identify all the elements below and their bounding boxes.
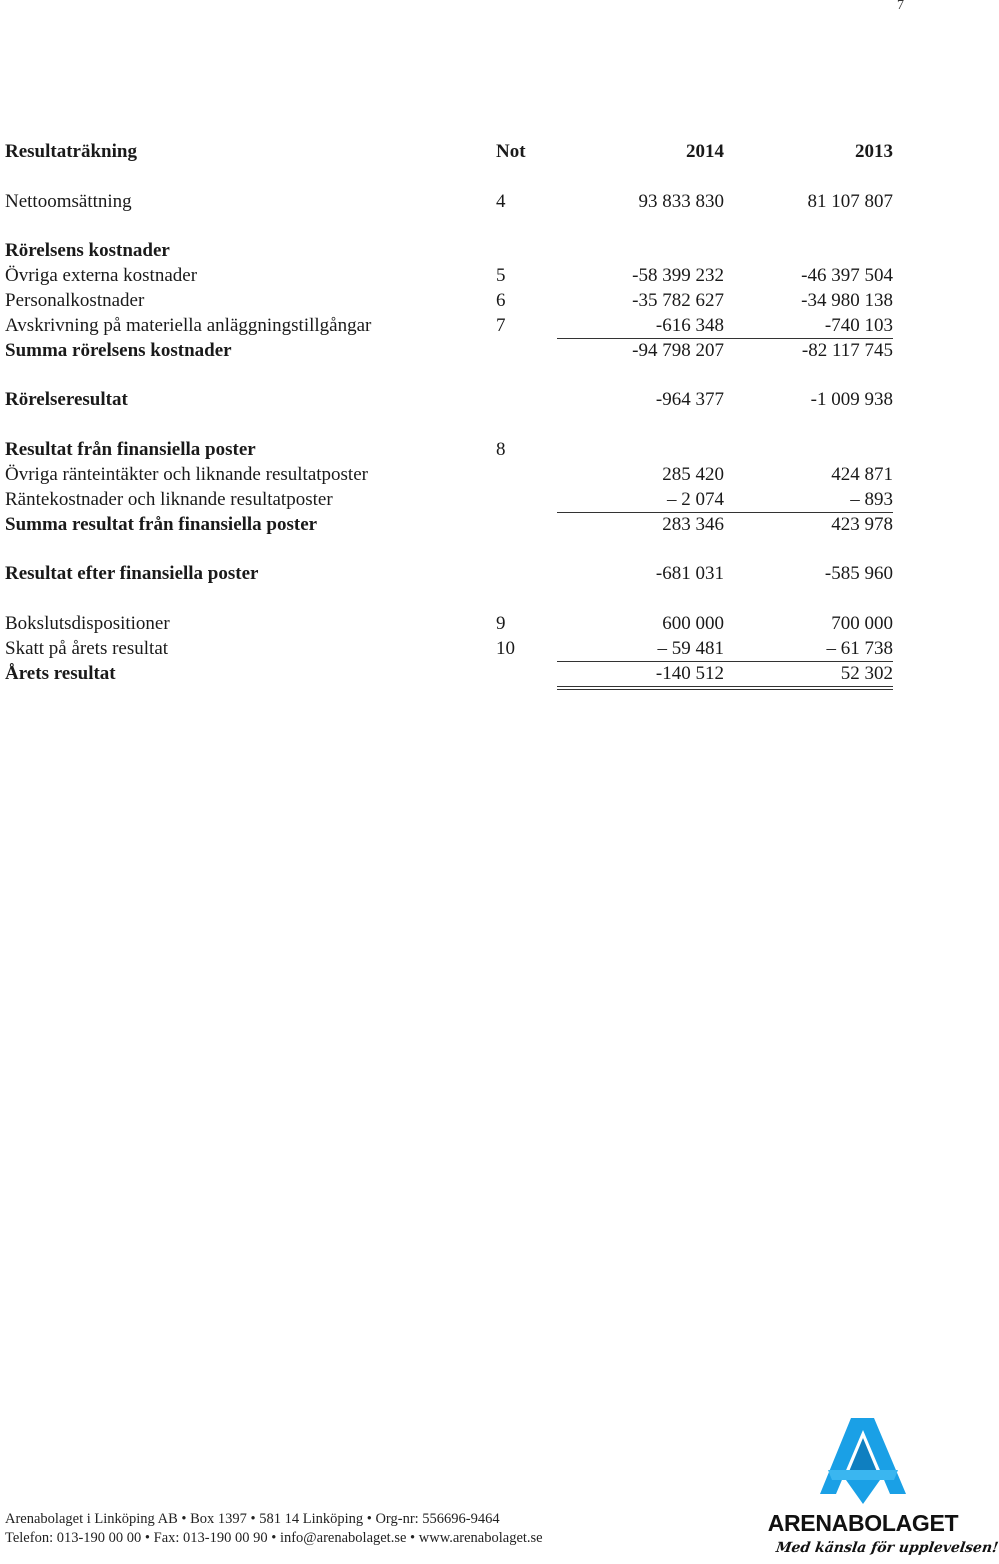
row-value-2013: -1 009 938 (810, 389, 893, 410)
row-value-2014: 285 420 (662, 464, 724, 485)
subtotal-row (0, 562, 960, 586)
row-value-2013: -46 397 504 (801, 265, 893, 286)
table-row (0, 289, 960, 313)
row-note: 7 (496, 315, 506, 336)
company-logo (766, 1412, 999, 1564)
row-note: 9 (496, 613, 506, 634)
table-row (0, 612, 960, 636)
logo-wordmark: ARENABOLAGET (767, 1510, 959, 1536)
table-row (0, 463, 960, 487)
row-value-2013: 81 107 807 (807, 191, 893, 212)
row-value-2013: -740 103 (824, 315, 893, 336)
row-value-2013: 700 000 (831, 613, 893, 634)
row-value-2014: -616 348 (655, 315, 724, 336)
table-row (0, 637, 960, 661)
row-value-2013: -585 960 (824, 563, 893, 584)
row-label: Summa rörelsens kostnader (5, 340, 232, 361)
row-value-2013: 423 978 (831, 514, 893, 535)
row-value-2014: -964 377 (655, 389, 724, 410)
row-note: 6 (496, 290, 506, 311)
row-value-2014: -140 512 (655, 663, 724, 684)
table-row (0, 190, 960, 214)
row-label: Personalkostnader (5, 290, 145, 311)
row-value-2014: -58 399 232 (632, 265, 724, 286)
section-heading (0, 438, 960, 462)
row-note: 8 (496, 439, 506, 460)
statement-title: Resultaträkning (5, 141, 137, 162)
row-label: Övriga ränteintäkter och liknande resultatposter (5, 464, 368, 485)
row-label: Rörelsens kostnader (5, 240, 170, 261)
row-note: 10 (496, 638, 515, 659)
table-row (0, 264, 960, 288)
year-2014-header: 2014 (686, 141, 724, 162)
row-value-2014: – 59 481 (657, 638, 724, 659)
row-label: Resultat efter finansiella poster (5, 563, 259, 584)
row-value-2014: -35 782 627 (632, 290, 724, 311)
row-label: Årets resultat (5, 663, 116, 684)
row-label: Bokslutsdispositioner (5, 613, 170, 634)
section-heading (0, 239, 960, 263)
subtotal-row (0, 388, 960, 412)
row-label: Avskrivning på materiella anläggningstillgångar (5, 315, 372, 336)
row-value-2014: -681 031 (655, 563, 724, 584)
row-label: Övriga externa kostnader (5, 265, 198, 286)
row-value-2013: 424 871 (831, 464, 893, 485)
note-column-header: Not (496, 141, 526, 162)
row-note: 4 (496, 191, 506, 212)
row-value-2014: -94 798 207 (632, 340, 724, 361)
row-label: Skatt på årets resultat (5, 638, 169, 659)
subtotal-row (0, 339, 960, 363)
table-row (0, 488, 960, 512)
row-label: Resultat från finansiella poster (5, 439, 256, 460)
row-label: Räntekostnader och liknande resultatposter (5, 489, 333, 510)
page-number: 7 (897, 0, 904, 13)
row-value-2013: – 61 738 (826, 638, 893, 659)
total-row (0, 662, 960, 686)
footer-contact: Telefon: 013-190 00 00 • Fax: 013-190 00 90 • info@arenabolaget.se • www.arenabolaget.se (5, 1530, 543, 1546)
subtotal-row (0, 513, 960, 537)
table-row (0, 314, 960, 338)
row-value-2013: – 893 (850, 489, 893, 510)
row-note: 5 (496, 265, 506, 286)
row-value-2013: -82 117 745 (801, 340, 893, 361)
row-label: Rörelseresultat (5, 389, 128, 410)
row-label: Nettoomsättning (5, 191, 132, 212)
double-total-rule (557, 686, 893, 690)
year-2013-header: 2013 (855, 141, 893, 162)
row-value-2014: – 2 074 (667, 489, 724, 510)
row-value-2013: -34 980 138 (801, 290, 893, 311)
table-header (0, 140, 960, 164)
arena-a-logo-icon (766, 1412, 960, 1512)
row-value-2014: 600 000 (662, 613, 724, 634)
logo-slogan: Med känsla för upplevelsen! (774, 1540, 999, 1556)
row-value-2014: 283 346 (662, 514, 724, 535)
row-value-2013: 52 302 (840, 663, 893, 684)
footer-address: Arenabolaget i Linköping AB • Box 1397 • 581 14 Linköping • Org-nr: 556696-9464 (5, 1511, 500, 1527)
row-label: Summa resultat från finansiella poster (5, 514, 318, 535)
row-value-2014: 93 833 830 (638, 191, 724, 212)
